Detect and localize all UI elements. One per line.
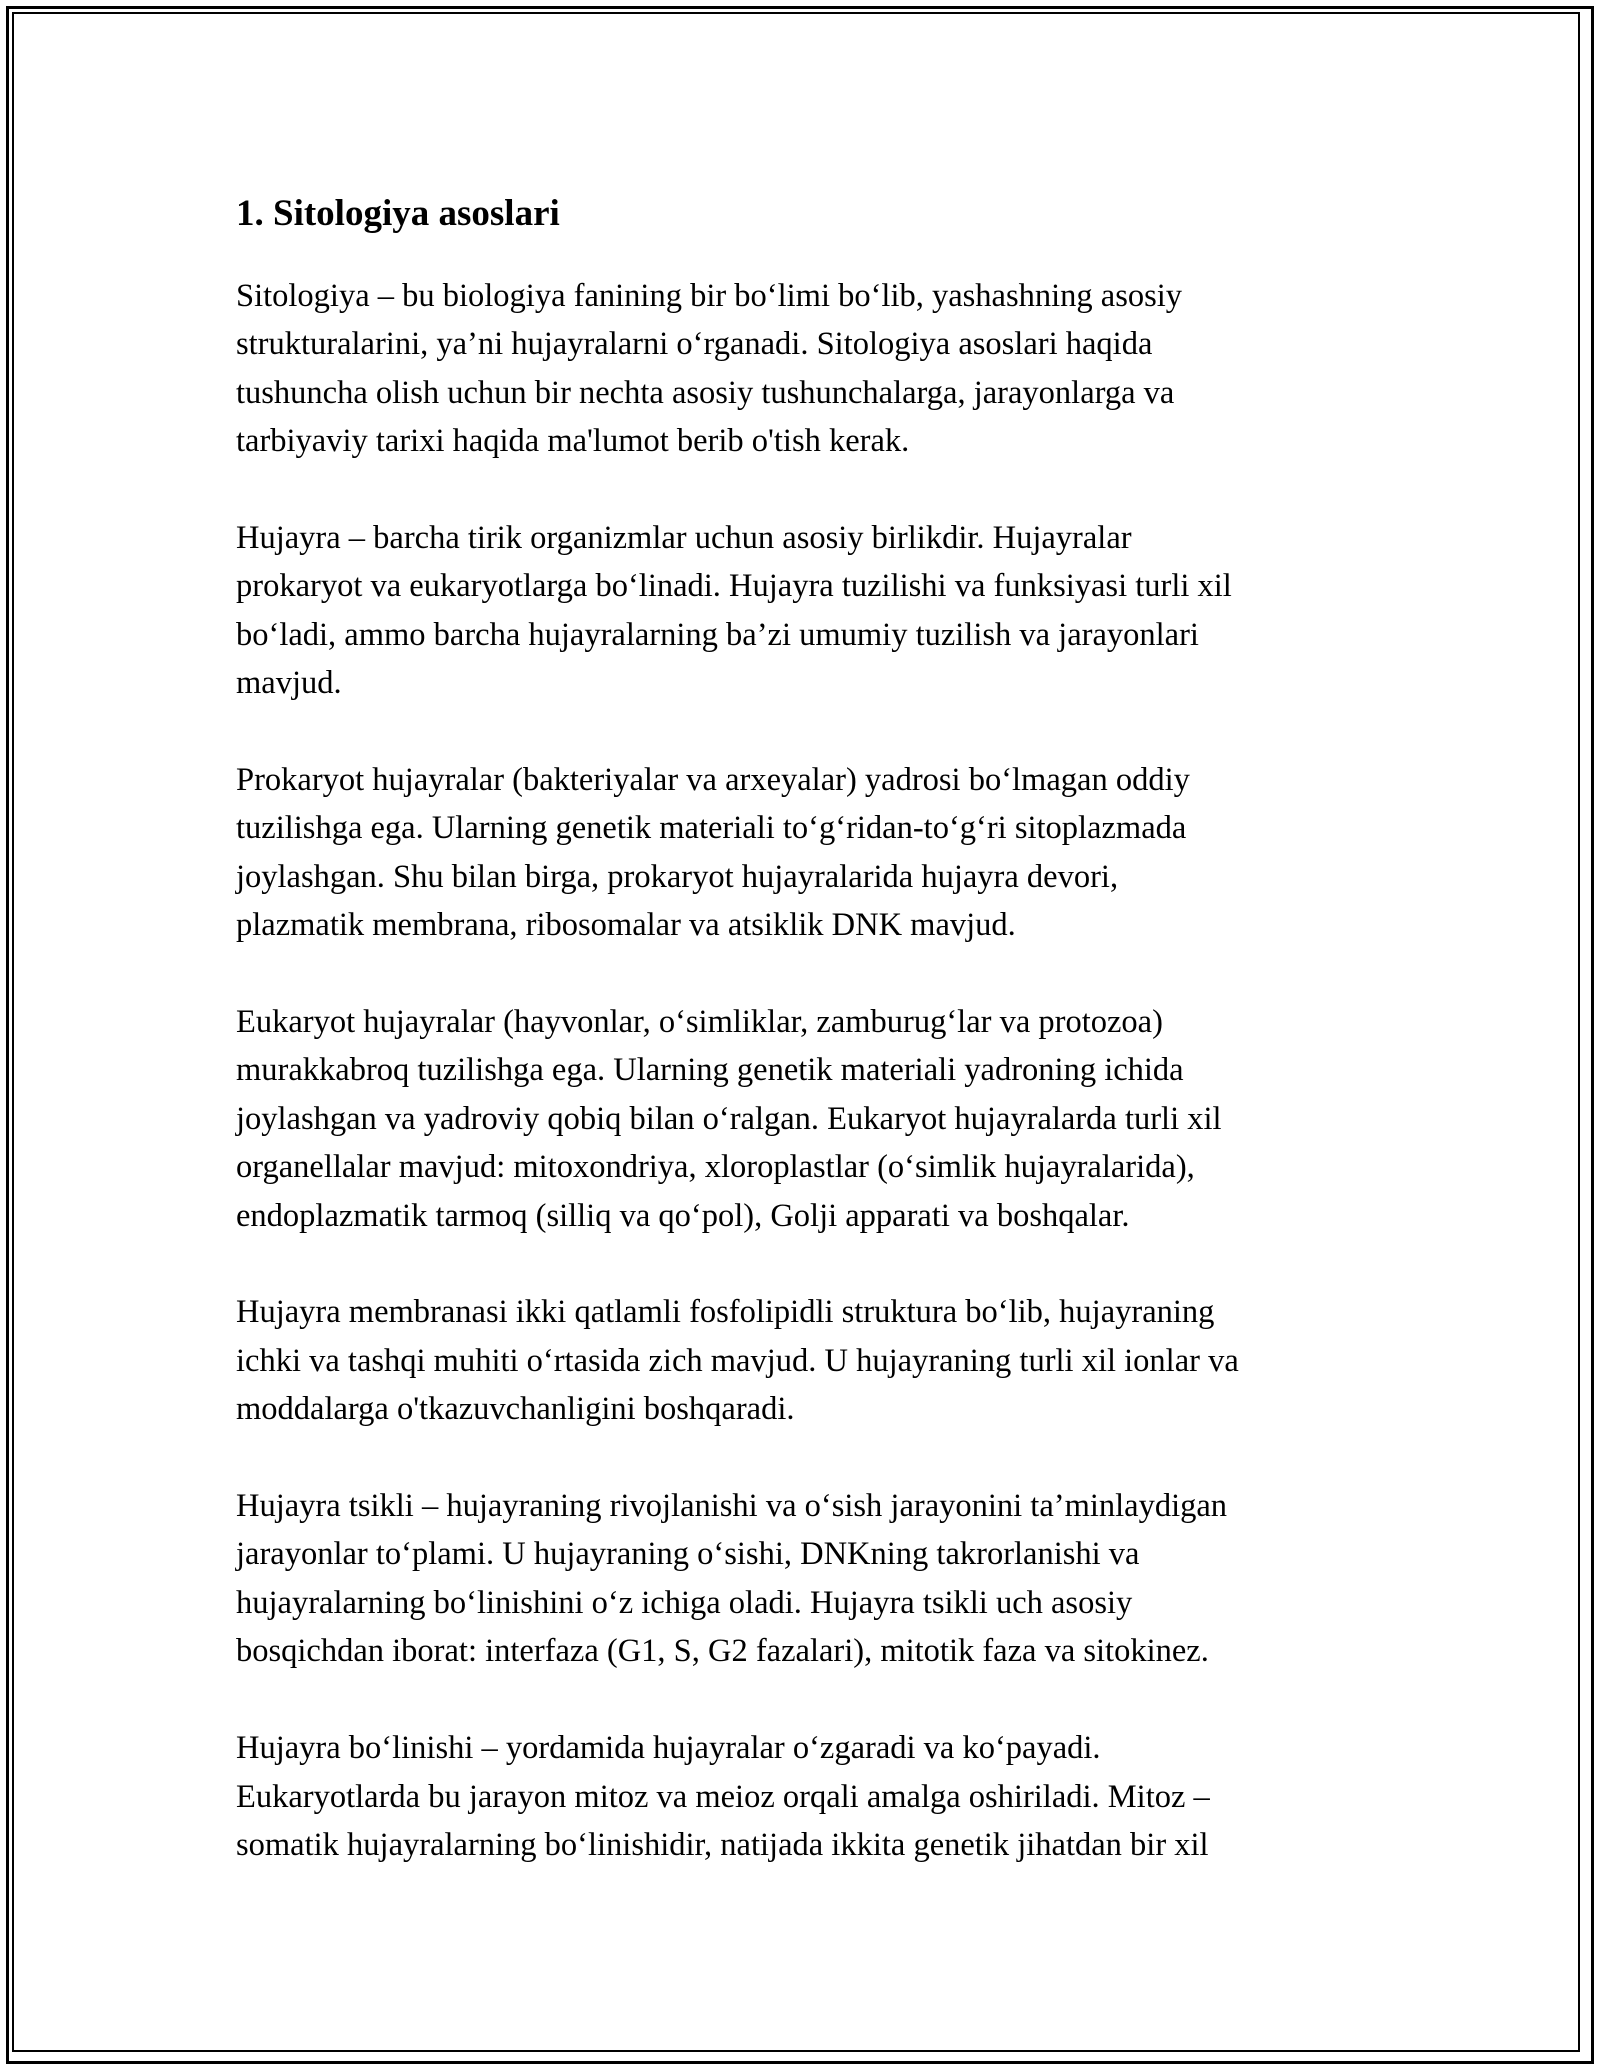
paragraph-eukaryot: Eukaryot hujayralar (hayvonlar, oʻsimliklar, zamburugʻlar va protozoa) murakkabroq tuzilishga ega. Ularning genetik materiali yadroning ichida joylashgan va yadroviy qobiq bilan oʻralgan. Eukaryot hujayralarda turli xil organellalar mavjud: mitoxondriya, xloroplastlar (oʻsimlik hujayralarida), endoplazmatik tarmoq (silliq va qoʻpol), Golji apparati va boshqalar. xyxy=(236,1004,1222,1234)
document-body xyxy=(236,186,1376,1918)
paragraph-hujayra: Hujayra – barcha tirik organizmlar uchun asosiy birlikdir. Hujayralar prokaryot va eukaryotlarga boʻlinadi. Hujayra tuzilishi va funksiyasi turli xil boʻladi, ammo barcha hujayralarning ba’zi umumiy tuzilish va jarayonlari mavjud. xyxy=(236,520,1232,702)
paragraph-sitologiya: Sitologiya – bu biologiya fanining bir boʻlimi boʻlib, yashashning asosiy strukturalarini, ya’ni hujayralarni oʻrganadi. Sitologiya asoslari haqida tushuncha olish uchun bir nechta asosiy tushunchalarga, jarayonlarga va tarbiyaviy tarixi haqida ma'lumot berib o'tish kerak. xyxy=(236,278,1183,460)
paragraph-prokaryot: Prokaryot hujayralar (bakteriyalar va arxeyalar) yadrosi boʻlmagan oddiy tuzilishga ega. Ularning genetik materiali toʻgʻridan-toʻgʻri sitoplazmada joylashgan. Shu bilan birga, prokaryot hujayralarida hujayra devori, plazmatik membrana, ribosomalar va atsiklik DNK mavjud. xyxy=(236,762,1190,944)
paragraph-membrana: Hujayra membranasi ikki qatlamli fosfolipidli struktura boʻlib, hujayraning ichki va tashqi muhiti oʻrtasida zich mavjud. U hujayraning turli xil ionlar va moddalarga o'tkazuvchanligini boshqaradi. xyxy=(236,1294,1239,1428)
paragraph-bolinishi: Hujayra boʻlinishi – yordamida hujayralar oʻzgaradi va koʻpayadi. Eukaryotlarda bu jarayon mitoz va meioz orqali amalga oshiriladi. Mitoz – somatik hujayralarning boʻlinishidir, natijada ikkita genetik jihatdan bir xil xyxy=(236,1730,1210,1863)
section-heading: 1. Sitologiya asoslari xyxy=(236,193,560,234)
paragraph-tsikli: Hujayra tsikli – hujayraning rivojlanishi va oʻsish jarayonini ta’minlaydigan jarayonlar toʻplami. U hujayraning oʻsishi, DNKning takrorlanishi va hujayralarning boʻlinishini oʻz ichiga oladi. Hujayra tsikli uch asosiy bosqichdan iborat: interfaza (G1, S, G2 fazalari), mitotik faza va sitokinez. xyxy=(236,1488,1228,1670)
